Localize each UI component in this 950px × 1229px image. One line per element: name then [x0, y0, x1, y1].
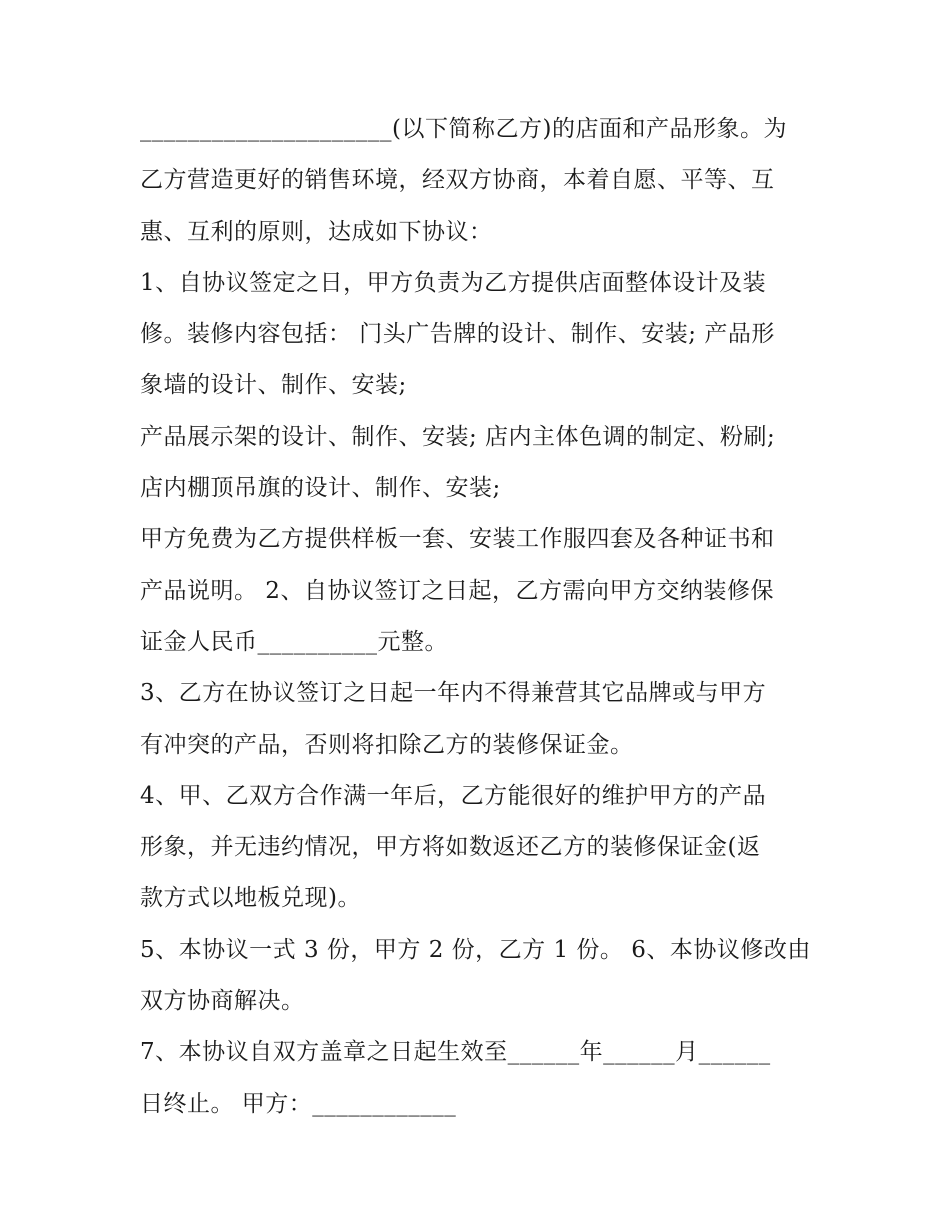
text-line: 乙方营造更好的销售环境，经双方协商，本着自愿、平等、互 — [140, 167, 775, 194]
clause-1-line: 1、自协议签定之日，甲方负责为乙方提供店面整体设计及装 — [140, 269, 767, 296]
text-line: 店内棚顶吊旗的设计、制作、安装; — [140, 475, 501, 502]
text-line: 款方式以地板兑现)。 — [140, 885, 361, 912]
clause-3-line: 3、乙方在协议签订之日起一年内不得兼营其它品牌或与甲方 — [140, 680, 767, 707]
clause-2-line: 产品说明。 2、自协议签订之日起，乙方需向甲方交纳装修保 — [140, 577, 774, 604]
signature-line: 日终止。 甲方：____________ — [140, 1090, 457, 1117]
text-line: 形象，并无违约情况，甲方将如数返还乙方的装修保证金(返 — [140, 834, 761, 861]
agreement-text — [140, 104, 820, 1130]
text-line: 修。装修内容包括： 门头广告牌的设计、制作、安装; 产品形 — [140, 321, 775, 348]
text-line: 证金人民币__________元整。 — [140, 628, 448, 655]
text-line: 惠、互利的原则，达成如下协议： — [140, 218, 493, 245]
clause-5-6-line: 5、本协议一式 3 份，甲方 2 份，乙方 1 份。 6、本协议修改由 — [140, 936, 811, 963]
clause-4-line: 4、甲、乙双方合作满一年后，乙方能很好的维护甲方的产品 — [140, 782, 767, 809]
text-line: _____________________(以下简称乙方)的店面和产品形象。为 — [140, 116, 787, 142]
text-line: 象墙的设计、制作、安装; — [140, 372, 407, 399]
text-line: 产品展示架的设计、制作、安装; 店内主体色调的制定、粉刷; — [140, 423, 776, 450]
clause-7-line: 7、本协议自双方盖章之日起生效至______年______月______ — [140, 1039, 771, 1066]
text-line: 有冲突的产品，否则将扣除乙方的装修保证金。 — [140, 731, 634, 758]
text-line: 甲方免费为乙方提供样板一套、安装工作服四套及各种证书和 — [140, 526, 775, 553]
text-line: 双方协商解决。 — [140, 988, 305, 1015]
